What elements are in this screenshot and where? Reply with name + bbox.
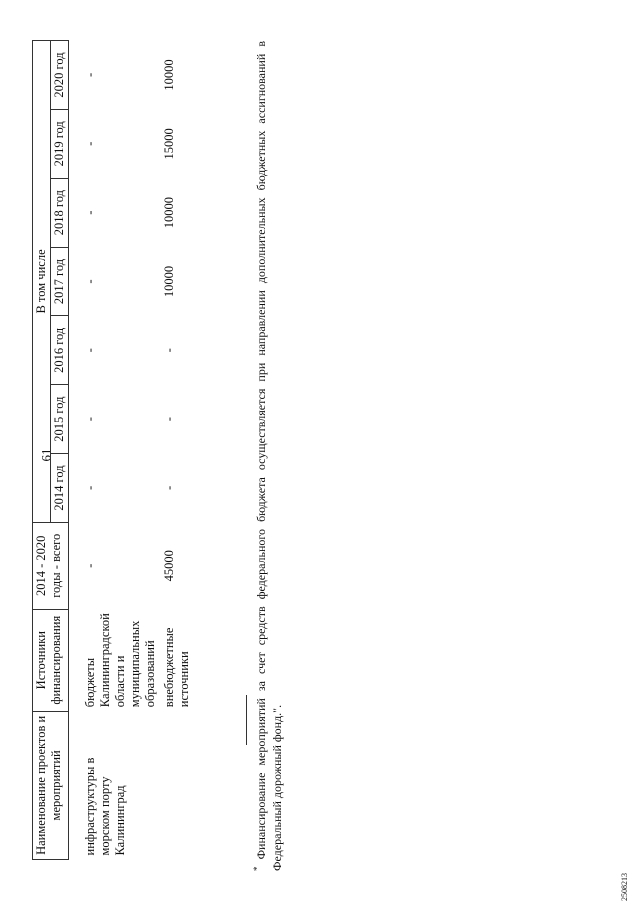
footnote-marker: * bbox=[252, 866, 262, 871]
page-number: 61 bbox=[38, 448, 54, 462]
document-code: 2508213 bbox=[620, 873, 629, 901]
header-year-2019: 2019 год bbox=[51, 109, 69, 178]
cell-2020: - bbox=[83, 72, 97, 78]
cell-2014: - bbox=[162, 485, 176, 491]
cell-2014: - bbox=[83, 485, 97, 491]
cell-source: бюджеты Калининградской области и муниципальных образований bbox=[83, 613, 157, 708]
cell-2017: 10000 bbox=[162, 265, 176, 298]
cell-2019: - bbox=[83, 141, 97, 146]
header-year-2015: 2015 год bbox=[51, 385, 69, 454]
cell-2017: - bbox=[83, 279, 97, 284]
cell-2015: - bbox=[83, 417, 97, 422]
header-source: Источники финансирования bbox=[33, 609, 69, 711]
cell-2019: 15000 bbox=[162, 128, 176, 160]
footnote bbox=[252, 41, 285, 871]
cell-source: внебюджетные источники bbox=[162, 627, 191, 708]
header-year-2014: 2014 год bbox=[51, 454, 69, 523]
cell-project bbox=[160, 711, 194, 859]
header-total: 2014 - 2020 годы - всего bbox=[33, 522, 69, 609]
cell-project: инфраструктуры в морском порту Калининград bbox=[83, 757, 127, 856]
cell-total: 45000 bbox=[162, 550, 176, 582]
footnote-text: Финансирование мероприятий за счет средств федерального бюджета осуществляется при направлении дополнительных бюджетных ассигнований в Федеральный дорожный фонд.". bbox=[254, 40, 284, 871]
header-year-2016: 2016 год bbox=[51, 316, 69, 385]
header-project: Наименование проектов и мероприятий bbox=[33, 711, 69, 859]
cell-2020: 10000 bbox=[162, 59, 176, 91]
table-row bbox=[160, 41, 194, 860]
cell-total: - bbox=[83, 563, 97, 568]
header-including: В том числе bbox=[33, 41, 51, 523]
table-row bbox=[69, 41, 161, 860]
financing-table bbox=[32, 40, 194, 860]
cell-2015: - bbox=[162, 417, 176, 422]
footnote-separator bbox=[246, 695, 247, 745]
header-year-2018: 2018 год bbox=[51, 178, 69, 247]
cell-2016: - bbox=[83, 348, 97, 353]
header-year-2020: 2020 год bbox=[51, 41, 69, 110]
cell-2018: - bbox=[83, 210, 97, 215]
cell-2018: 10000 bbox=[162, 197, 176, 229]
cell-2016: - bbox=[162, 348, 176, 353]
header-year-2017: 2017 год bbox=[51, 247, 69, 316]
